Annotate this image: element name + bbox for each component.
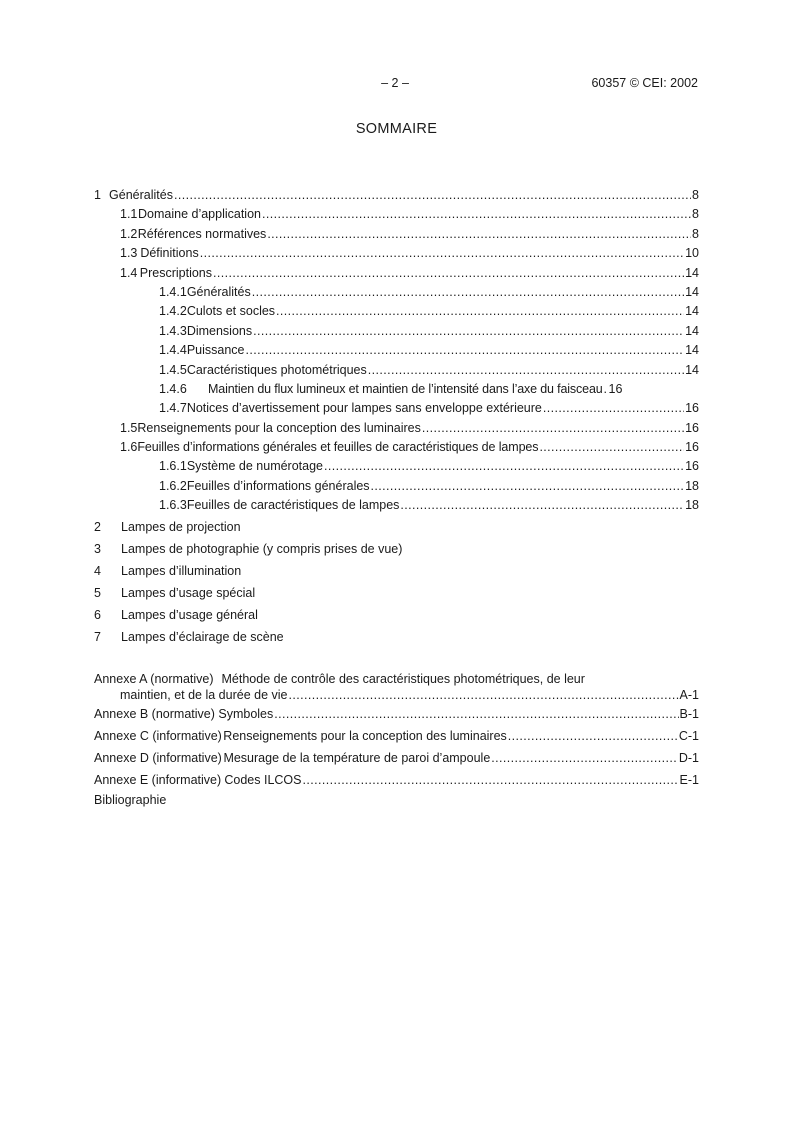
toc-leader	[543, 399, 684, 418]
toc-entry-1-6[interactable]	[94, 438, 699, 457]
annex-page: A-1	[679, 688, 699, 702]
toc-leader	[422, 419, 684, 438]
table-of-contents	[94, 186, 699, 648]
annex-label: Annexe A (normative)	[94, 672, 214, 686]
bibliography-entry[interactable]	[94, 791, 699, 809]
toc-page: 16	[685, 440, 699, 455]
toc-number: 1.4	[120, 265, 138, 280]
section-entry-4[interactable]	[94, 560, 699, 582]
toc-title: Domaine d’application	[138, 207, 261, 222]
toc-number: 1.6.3	[159, 498, 187, 513]
toc-entry-1-4-3[interactable]	[94, 322, 699, 341]
toc-leader	[491, 747, 678, 769]
document-reference: 60357 © CEI: 2002	[591, 76, 698, 90]
toc-entry-1[interactable]	[94, 186, 699, 205]
toc-leader	[288, 687, 678, 703]
bibliography-label: Bibliographie	[94, 793, 167, 807]
toc-page: 14	[685, 362, 699, 377]
section-number: 4	[94, 563, 101, 578]
toc-page: 14	[685, 323, 699, 338]
annex-title: Renseignements pour la conception des luminaires	[223, 729, 507, 743]
toc-leader	[274, 703, 678, 725]
annex-entry-d[interactable]	[94, 747, 699, 769]
section-entry-6[interactable]	[94, 604, 699, 626]
section-number: 6	[94, 607, 101, 622]
toc-leader	[267, 225, 691, 244]
toc-leader	[246, 341, 685, 360]
toc-title: Feuilles d’informations générales et feuilles de caractéristiques de lampes	[137, 440, 539, 455]
toc-number: 1.4.5	[159, 362, 187, 377]
annex-entry-e[interactable]	[94, 769, 699, 791]
toc-page: 18	[685, 498, 699, 513]
toc-entry-1-2[interactable]	[94, 225, 699, 244]
toc-entry-1-4-6[interactable]	[94, 380, 699, 399]
annex-title: Symboles	[218, 707, 274, 721]
toc-number: 1.5	[120, 420, 138, 435]
toc-title: Feuilles d’informations générales	[186, 478, 370, 493]
page-number: – 2 –	[381, 76, 409, 90]
toc-entry-1-3[interactable]	[94, 244, 699, 263]
toc-number: 1.2	[120, 226, 138, 241]
toc-number: 1.6.2	[159, 478, 187, 493]
toc-entry-1-4[interactable]	[94, 264, 699, 283]
section-entry-5[interactable]	[94, 582, 699, 604]
toc-entry-1-6-3[interactable]	[94, 496, 699, 515]
toc-leader	[174, 186, 691, 205]
toc-number: 1.4.3	[159, 323, 187, 338]
annex-entry-b[interactable]	[94, 703, 699, 725]
section-title: Lampes de photographie (y compris prises de vue)	[121, 541, 403, 556]
toc-leader	[213, 264, 684, 283]
toc-leader	[400, 496, 684, 515]
toc-page: 14	[685, 265, 699, 280]
toc-leader	[200, 244, 684, 263]
toc-title: Caractéristiques photométriques	[186, 362, 367, 377]
toc-page: 16	[685, 401, 699, 416]
toc-title: Définitions	[140, 246, 199, 261]
toc-title: Notices d’avertissement pour lampes sans enveloppe extérieure	[186, 401, 542, 416]
page-title: SOMMAIRE	[355, 121, 438, 137]
toc-title: Généralités	[109, 188, 173, 202]
toc-title: Renseignements pour la conception des luminaires	[137, 420, 421, 435]
toc-leader	[303, 769, 679, 791]
section-number: 5	[94, 585, 101, 600]
annex-page: C-1	[678, 729, 699, 743]
toc-page: 14	[685, 343, 699, 358]
toc-entry-1-5[interactable]	[94, 419, 699, 438]
toc-number: 1.4.1	[159, 284, 187, 299]
annex-title: Mesurage de la température de paroi d’ampoule	[223, 751, 491, 765]
annex-list	[94, 671, 699, 809]
toc-leader	[508, 725, 678, 747]
toc-page: 8	[692, 226, 699, 241]
annex-label: Annexe B (normative)	[94, 707, 215, 721]
annex-label: Annexe E (informative)	[94, 773, 222, 787]
toc-entry-1-6-1[interactable]	[94, 457, 699, 476]
toc-title: Prescriptions	[139, 265, 213, 280]
annex-page: E-1	[679, 773, 699, 787]
toc-leader	[371, 477, 685, 496]
toc-page: 16	[685, 459, 699, 474]
toc-leader	[368, 361, 684, 380]
toc-number: 1	[94, 188, 101, 202]
toc-entry-1-1[interactable]	[94, 205, 699, 224]
toc-page: 14	[685, 304, 699, 319]
annex-page: D-1	[678, 751, 699, 765]
section-title: Lampes d’usage général	[121, 607, 258, 622]
toc-title: Références normatives	[137, 226, 267, 241]
toc-title: Culots et socles	[186, 304, 276, 319]
section-number: 7	[94, 629, 101, 644]
toc-title: Généralités	[186, 284, 251, 299]
toc-title: Maintien du flux lumineux et maintien de l’intensité dans l’axe du faisceau	[208, 381, 603, 396]
toc-title: Dimensions	[186, 323, 253, 338]
toc-number: 1.3	[120, 246, 138, 261]
annex-page: B-1	[679, 707, 699, 721]
toc-page: 14	[685, 284, 699, 299]
toc-page: 8	[692, 207, 699, 222]
annex-title-line1: Méthode de contrôle des caractéristiques photométriques, de leur	[221, 672, 585, 686]
annex-title: Codes ILCOS	[224, 773, 302, 787]
annex-entry-c[interactable]	[94, 725, 699, 747]
toc-number: 1.4.4	[159, 343, 187, 358]
section-entry-3[interactable]	[94, 538, 699, 560]
section-title: Lampes de projection	[121, 519, 241, 534]
toc-entry-1-4-5[interactable]	[94, 361, 699, 380]
toc-number: 1.4.2	[159, 304, 187, 319]
annex-label: Annexe C (informative)	[94, 729, 222, 743]
toc-number: 1.6	[120, 440, 138, 455]
toc-leader	[253, 322, 684, 341]
toc-leader	[262, 205, 691, 224]
section-entry-2[interactable]	[94, 516, 699, 538]
annex-title-line2: maintien, et de la durée de vie	[120, 688, 288, 702]
section-title: Lampes d’illumination	[121, 563, 242, 578]
annex-label: Annexe D (informative)	[94, 751, 222, 765]
toc-number: 1.1	[120, 207, 138, 222]
section-number: 3	[94, 541, 101, 556]
toc-entry-1-4-7[interactable]	[94, 399, 699, 418]
toc-page: 8	[692, 188, 699, 202]
toc-leader	[604, 380, 608, 399]
toc-page: 16	[608, 381, 623, 396]
section-title: Lampes d’éclairage de scène	[121, 629, 284, 644]
toc-leader	[276, 302, 684, 321]
toc-number: 1.4.7	[159, 401, 187, 416]
toc-number: 1.4.6	[159, 381, 187, 396]
section-number: 2	[94, 519, 101, 534]
annex-entry-a[interactable]	[94, 671, 699, 703]
toc-leader	[252, 283, 684, 302]
toc-entry-1-4-4[interactable]	[94, 341, 699, 360]
toc-page: 16	[685, 420, 699, 435]
toc-entry-1-6-2[interactable]	[94, 477, 699, 496]
toc-leader	[324, 457, 684, 476]
toc-page: 18	[685, 478, 699, 493]
section-entry-7[interactable]	[94, 626, 699, 648]
section-title: Lampes d’usage spécial	[121, 585, 256, 600]
toc-title: Puissance	[186, 343, 245, 358]
toc-page: 10	[685, 246, 699, 261]
toc-entry-1-4-1[interactable]	[94, 283, 699, 302]
toc-number: 1.6.1	[159, 459, 187, 474]
toc-entry-1-4-2[interactable]	[94, 302, 699, 321]
toc-leader	[539, 438, 684, 457]
toc-title: Système de numérotage	[186, 459, 324, 474]
toc-title: Feuilles de caractéristiques de lampes	[186, 498, 400, 513]
